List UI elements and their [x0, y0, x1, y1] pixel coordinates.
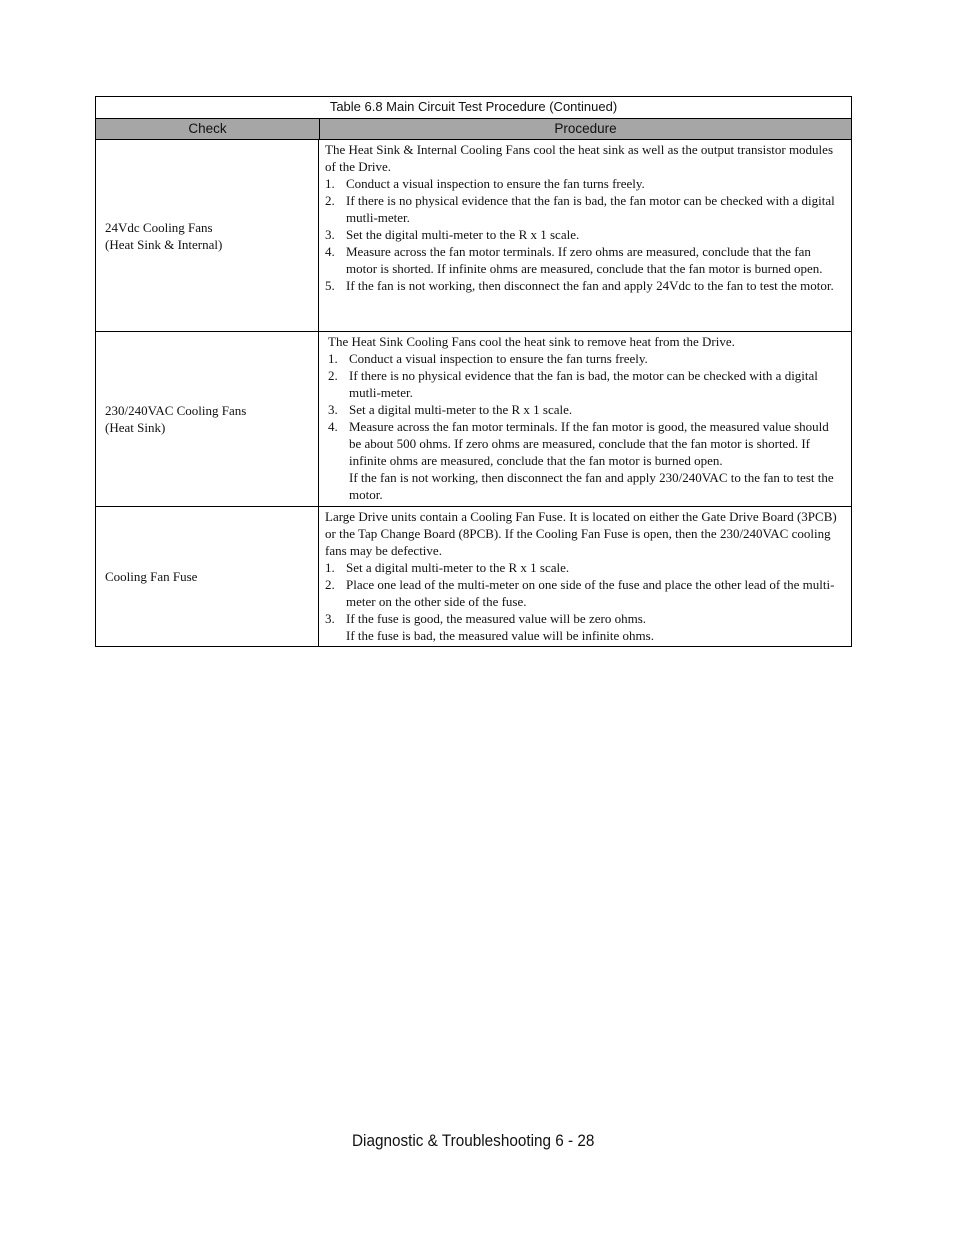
- procedure-intro: The Heat Sink & Internal Cooling Fans cool the heat sink as well as the output transistor modules of the Drive.: [325, 142, 833, 174]
- page-footer: Diagnostic & Troubleshooting 6 - 28: [352, 1131, 595, 1150]
- main-circuit-test-table: [95, 96, 852, 647]
- table-row: [96, 332, 851, 507]
- procedure-step: 3. If the fuse is good, the measured value will be zero ohms.: [325, 611, 646, 626]
- table-caption: Table 6.8 Main Circuit Test Procedure (Continued): [96, 97, 851, 119]
- column-header-check: Check: [96, 119, 320, 139]
- column-header-procedure: Procedure: [554, 121, 617, 136]
- procedure-step: 1. Conduct a visual inspection to ensure the fan turns freely.: [325, 176, 645, 191]
- procedure-step: 2. Place one lead of the multi-meter on one side of the fuse and place the other lead of the multi-meter on the other side of the fuse.: [325, 577, 835, 609]
- check-label: 24Vdc Cooling Fans: [105, 219, 213, 235]
- table-row: [96, 507, 851, 646]
- procedure-step: 1. Conduct a visual inspection to ensure the fan turns freely.: [328, 351, 648, 366]
- procedure-intro: Large Drive units contain a Cooling Fan Fuse. It is located on either the Gate Drive Board (3PCB) or the Tap Change Board (8PCB). If the Cooling Fan Fuse is open, then the 230/240VAC cooling fans may be defective.: [325, 509, 837, 558]
- check-label: Cooling Fan Fuse: [105, 569, 198, 584]
- procedure-continuation: If the fan is not working, then disconnect the fan and apply 230/240VAC to the fan to test the motor.: [349, 470, 834, 502]
- check-cell: [96, 332, 319, 506]
- check-cell: [96, 140, 319, 331]
- procedure-cell: [319, 140, 851, 331]
- procedure-cell: [319, 332, 851, 506]
- procedure-continuation: If the fuse is bad, the measured value will be infinite ohms.: [346, 628, 654, 643]
- check-cell: [96, 507, 319, 646]
- check-sublabel: (Heat Sink & Internal): [105, 236, 223, 252]
- table-header-row: [96, 119, 851, 140]
- procedure-intro: The Heat Sink Cooling Fans cool the heat sink to remove heat from the Drive.: [328, 334, 735, 349]
- procedure-step: 3. Set a digital multi-meter to the R x 1 scale.: [328, 402, 573, 417]
- procedure-step: 2. If there is no physical evidence that the fan is bad, the motor can be checked with a digital mutli-meter.: [328, 368, 818, 400]
- procedure-cell: [319, 507, 851, 646]
- table-row: [96, 140, 851, 332]
- procedure-step: 3. Set the digital multi-meter to the R x 1 scale.: [325, 227, 580, 242]
- procedure-step: 2. If there is no physical evidence that the fan is bad, the fan motor can be checked with a digital mutli-meter.: [325, 193, 835, 225]
- procedure-step: 4. Measure across the fan motor terminals. If zero ohms are measured, conclude that the fan motor is shorted. If infinite ohms are measured, conclude that the fan motor is burned open.: [325, 244, 823, 276]
- procedure-step: 1. Set a digital multi-meter to the R x 1 scale.: [325, 560, 570, 575]
- procedure-step: 5. If the fan is not working, then disconnect the fan and apply 24Vdc to the fan to test the motor.: [325, 278, 834, 293]
- check-sublabel: (Heat Sink): [105, 420, 166, 435]
- procedure-step: 4. Measure across the fan motor terminals. If the fan motor is good, the measured value should be about 500 ohms. If zero ohms are measured, conclude that the fan motor is shorted. If infinite ohms are measured, conclude that the fan motor is burned open.: [328, 419, 829, 468]
- check-label: 230/240VAC Cooling Fans: [105, 403, 247, 418]
